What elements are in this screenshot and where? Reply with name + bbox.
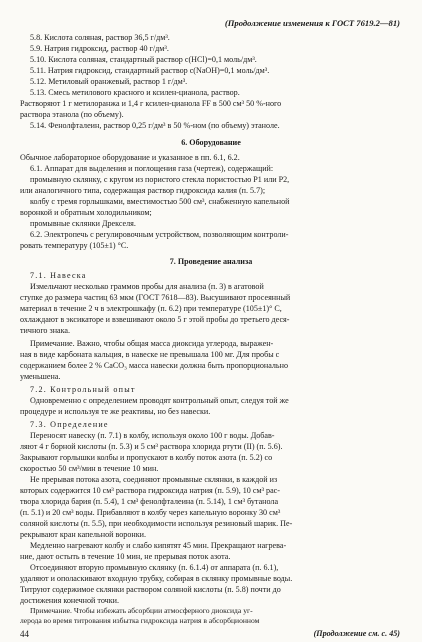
text-line: ровать температуру (105±1) °C.: [20, 241, 129, 250]
text-line: Закрывают горлышки колбы и пропускают в колбу поток азота (п. 5.2) со: [20, 453, 273, 462]
note-line: уменьшена.: [20, 372, 61, 381]
text-line: достижения конечной точки.: [20, 596, 120, 605]
page-number: 44: [20, 629, 29, 639]
text-line: Одновременно с определением проводят контрольный опыт, следуя той же: [30, 396, 289, 405]
text-line: раствора этанола (по объему).: [20, 110, 124, 119]
text-line: 5.11. Натрия гидроксид, стандартный раствор c(NaOH)=0,1 моль/дм³.: [30, 66, 270, 75]
text-line: охлаждают в эксикаторе и взвешивают около 5 г этой пробы до третьего деся-: [20, 315, 290, 324]
text-line: 6.1. Аппарат для выделения и поглощения газа (чертеж), содержащий:: [30, 164, 274, 173]
text-line: промывные склянки Дрекселя.: [30, 219, 136, 228]
text-line: 5.13. Смесь метилового красного и ксилен-цианола, раствор.: [30, 88, 240, 97]
text-line: рекрывают кран капельной воронки.: [20, 530, 146, 539]
text-line: промывную склянку, с кругом из пористого стекла пористостью P1 или P2,: [30, 175, 290, 184]
note-line: ная в виде карбоната кальция, в навеске не превышала 100 мг. Для пробы с: [20, 350, 280, 359]
text-line: 5.10. Кислота соляная, стандартный раствор c(HCl)=0,1 моль/дм³.: [30, 55, 257, 64]
text-line: Измельчают несколько граммов пробы для анализа (п. 3) в агатовой: [30, 282, 264, 291]
text-line: воронкой и обратным холодильником;: [20, 208, 152, 217]
subsection-heading: 7.1. Навеска: [30, 271, 87, 280]
section-heading: 7. Проведение анализа: [169, 257, 253, 266]
text-line: 5.9. Натрия гидроксид, раствор 40 г/дм³.: [30, 44, 169, 53]
text-line: колбу с тремя горлышками, вместимостью 500 см³, снабженную капельной: [30, 197, 290, 206]
subsection-heading: 7.3. Определение: [30, 420, 109, 429]
text-line: удаляют и ополаскивают входную трубку, собирая в склянку промывные воды.: [20, 574, 293, 583]
text-line: ние, дают остыть в течение 10 мин, не прерывая поток азота.: [20, 552, 231, 561]
text-line: ляют 4 г борной кислоты (п. 5.3) и 5 см³ раствора хлорида ртути (II) (п. 5.6).: [20, 442, 283, 451]
page-footer: (Продолжение см. с. 45): [313, 629, 400, 638]
text-line: 5.12. Метиловый оранжевый, раствор 1 г/дм³.: [30, 77, 188, 86]
text-line: 5.8. Кислота соляная, раствор 36,5 г/дм³.: [30, 33, 170, 42]
page-header: (Продолжение изменения к ГОСТ 7619.2—81): [224, 18, 400, 28]
text-line: твора хлорида бария (п. 5.4), 1 см³ фенолфталеина (п. 5.14), 1 см³ бутанола: [20, 497, 279, 506]
text-line: (п. 5.1) и 20 см³ воды. Прибавляют в колбу через капельную воронку 30 см³: [20, 508, 281, 517]
text-line: 6.2. Электропечь с регулировочным устройством, позволяющим контроли-: [30, 230, 289, 239]
text-line: материал в течение 2 ч в электрошкафу (п. 6.2) при температуре (105±1)° С,: [20, 304, 282, 313]
note-line: содержанием более 2 % CaCO₃ масса навески должна быть пропорционально: [20, 361, 289, 370]
text-line: соляной кислоты (п. 5.5), при необходимости используя резиновый шарик. Пе-: [20, 519, 293, 528]
text-line: Отсоединяют вторую промывную склянку (п. 6.1.4) от аппарата (п. 6.1),: [30, 563, 279, 572]
subsection-heading: 7.2. Контрольный опыт: [30, 385, 136, 394]
note-line: Примечание. Важно, чтобы общая масса диоксида углерода, выражен-: [30, 339, 274, 348]
text-line: Растворяют 1 г метилоранжа и 1,4 г ксилен-цианола FF в 500 см³ 50 %-ного: [20, 99, 282, 108]
text-line: или аналогичного типа, содержащая раствор гидроксида калия (п. 5.7);: [20, 186, 266, 195]
section-heading: 6. Оборудование: [181, 138, 241, 147]
text-line: Титруют содержимое склянки раствором соляной кислоты (п. 5.8) почти до: [20, 585, 281, 594]
text-line: Медленно нагревают колбу и слабо кипятят 45 мин. Прекращают нагрева-: [30, 541, 287, 550]
text-line: ступке до размера частиц 63 мкм (ГОСТ 7618—83). Высушивают просеянный: [20, 293, 291, 302]
text-line: скоростью 50 см³/мин в течение 10 мин.: [20, 464, 159, 473]
text-line: Не прерывая потока азота, соединяют промывные склянки, в каждой из: [30, 475, 278, 484]
text-line: Переносят навеску (п. 7.1) в колбу, используя около 100 г воды. Добав-: [30, 431, 275, 440]
note-line: лерода во время титрования избытка гидроксида натрия в абсорбционном: [20, 616, 260, 625]
text-line: 5.14. Фенолфталеин, раствор 0,25 г/дм³ в 50 %-ном (по объему) этаноле.: [30, 121, 280, 130]
text-line: которых содержится 10 см³ раствора гидроксида натрия (п. 5.9), 10 см³ рас-: [20, 486, 280, 495]
text-line: процедуре и используя те же реактивы, но без навески.: [20, 407, 211, 416]
note-line: Примечание. Чтобы избежать абсорбции атмосферного диоксида уг-: [30, 606, 253, 615]
text-line: тичного знака.: [20, 326, 71, 335]
text-line: Обычное лабораторное оборудование и указанное в пп. 6.1, 6.2.: [20, 153, 240, 162]
